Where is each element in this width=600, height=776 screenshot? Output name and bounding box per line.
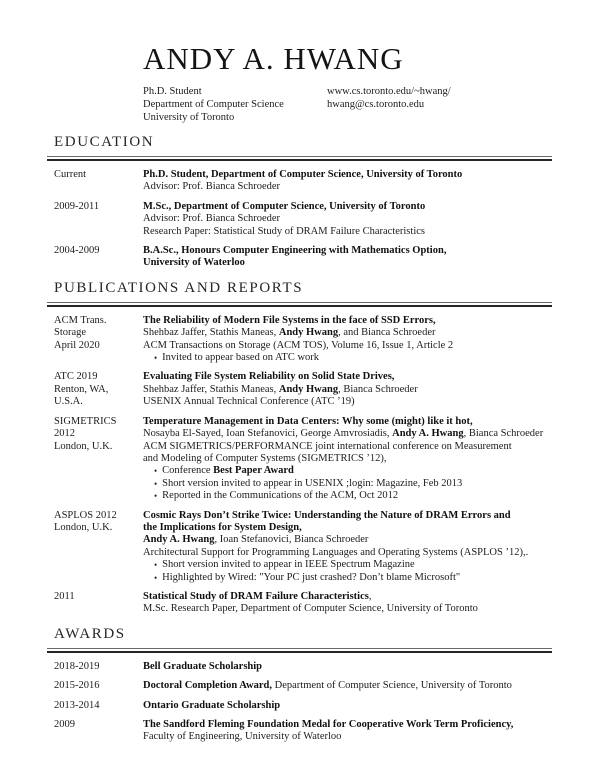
text-segment: Department of Computer Science, University of Toronto — [272, 680, 512, 692]
entry-bullet-line — [143, 465, 553, 477]
entry-line-text — [143, 327, 435, 338]
entry-date-line: 2009 — [54, 719, 75, 730]
sections-container — [0, 134, 600, 744]
bullet-icon: • — [154, 491, 158, 502]
text-segment: M.Sc., Department of Computer Science, University of Toronto — [143, 200, 426, 212]
entry-date-line: ATC 2019 — [54, 371, 98, 383]
entry-date-line: Renton, WA, — [54, 383, 109, 395]
entry-date-line: 2012 — [54, 428, 75, 440]
cv-entry — [54, 245, 600, 270]
text-segment: Andy A. Hwang — [392, 428, 464, 440]
entry-line-text — [143, 731, 341, 742]
entry-line — [143, 371, 553, 383]
entry-line-text — [143, 591, 371, 602]
text-segment: Short version invited to appear in IEEE Spectrum Magazine — [162, 559, 415, 571]
contact-department: Department of Computer Science — [143, 99, 284, 110]
entry-line — [143, 327, 553, 339]
entry-line — [143, 453, 553, 465]
entry-date-line: Current — [54, 169, 87, 180]
text-segment: Advisor: Prof. Bianca Schroeder — [143, 213, 281, 225]
email-address: hwang@cs.toronto.edu — [327, 99, 425, 110]
entry-line — [143, 257, 553, 269]
text-segment: Andy Hwang — [278, 327, 339, 339]
contact-university: University of Toronto — [143, 112, 235, 123]
entry-line-text — [143, 522, 302, 533]
entry-line-text — [143, 510, 511, 521]
entry-line — [143, 522, 553, 534]
entry-line-text — [143, 680, 512, 691]
entry-date-line: April 2020 — [54, 339, 100, 351]
entry-line-text — [143, 441, 512, 452]
section-rule — [47, 302, 552, 307]
text-segment: B.A.Sc., Honours Computer Engineering with Mathematics Option, — [143, 245, 447, 257]
cv-entry — [54, 416, 600, 503]
text-segment: The Sandford Fleming Foundation Medal for Cooperative Work Term Proficiency, — [143, 719, 514, 730]
entry-line-text — [143, 169, 462, 180]
entry-date — [54, 169, 143, 194]
entry-date — [54, 371, 143, 408]
entry-line-text — [143, 700, 280, 711]
entry-content — [143, 169, 553, 194]
entry-bullet-line — [143, 490, 553, 502]
text-segment: Ph.D. Student, Department of Computer Science, University of Toronto — [143, 169, 463, 180]
entry-date-line: 2004-2009 — [54, 245, 100, 257]
entry-bullet-line — [143, 559, 553, 571]
text-segment: Bell Graduate Scholarship — [143, 660, 263, 672]
text-segment: Shehbaz Jaffer, Stathis Maneas, — [143, 383, 279, 395]
entry-content — [143, 245, 553, 270]
entry-date-line: ASPLOS 2012 — [54, 509, 117, 521]
text-segment: , Bianca Schroeder — [338, 383, 418, 395]
entry-line — [143, 181, 553, 193]
entry-line-text — [143, 719, 513, 730]
cv-entry — [54, 719, 600, 744]
entry-line — [143, 201, 553, 213]
cv-entry — [54, 661, 600, 673]
entry-line-text — [143, 416, 473, 427]
section-entries — [54, 315, 600, 616]
section-entries — [54, 661, 600, 744]
entry-date-line: ACM Trans. — [54, 314, 107, 326]
bullet-icon: • — [154, 560, 158, 571]
entry-date — [54, 719, 143, 744]
entry-date-line: London, U.K. — [54, 521, 113, 533]
entry-line-text — [162, 559, 415, 571]
entry-date — [54, 416, 143, 503]
bullet-icon: • — [154, 572, 158, 583]
contact-right — [327, 85, 451, 111]
entry-line — [143, 340, 553, 352]
entry-date — [54, 680, 143, 692]
entry-line — [143, 661, 553, 673]
text-segment: , Bianca Schroeder — [463, 428, 544, 440]
entry-line-text — [143, 226, 425, 237]
entry-line-text — [143, 181, 280, 192]
text-segment: , Ioan Stefanovici, Bianca Schroeder — [214, 534, 369, 546]
text-segment: University of Waterloo — [143, 257, 245, 269]
text-segment: Statistical Study of DRAM Failure Characteristics — [143, 590, 369, 602]
entry-content — [143, 700, 553, 712]
entry-line-text — [143, 428, 543, 439]
bullet-icon: • — [154, 466, 158, 477]
entry-line — [143, 315, 553, 327]
entry-line-text — [162, 572, 460, 584]
entry-line — [143, 416, 553, 428]
entry-date-line: SIGMETRICS — [54, 415, 117, 427]
text-segment: , and Bianca Schroeder — [338, 327, 436, 339]
entry-line-text — [162, 465, 294, 477]
entry-line — [143, 428, 553, 440]
entry-line-text — [143, 534, 368, 545]
cv-entry — [54, 169, 600, 194]
entry-line-text — [143, 603, 478, 614]
entry-line — [143, 603, 553, 615]
text-segment: Ontario Graduate Scholarship — [143, 699, 281, 711]
section-rule — [47, 156, 552, 161]
text-segment: Doctoral Completion Award, — [143, 680, 272, 692]
entry-line-text — [143, 340, 453, 351]
text-segment: Andy Hwang — [278, 383, 339, 395]
entry-line-text — [143, 384, 418, 395]
section-title: EDUCATION — [54, 134, 155, 150]
entry-line-text — [143, 245, 446, 256]
text-segment: Advisor: Prof. Bianca Schroeder — [143, 181, 281, 193]
entry-content — [143, 315, 553, 365]
text-segment: Invited to appear based on ATC work — [162, 352, 320, 364]
entry-line-text — [143, 371, 394, 382]
entry-date-line: U.S.A. — [54, 396, 83, 408]
text-segment: Architectural Support for Programming Languages and Operating Systems (ASPLOS ’12),. — [143, 546, 529, 558]
entry-date — [54, 700, 143, 712]
bullet-icon: • — [154, 478, 158, 489]
section-awards — [0, 626, 600, 744]
entry-line — [143, 245, 553, 257]
entry-line — [143, 719, 553, 731]
contact-role: Ph.D. Student — [143, 86, 202, 97]
text-segment: ACM Transactions on Storage (ACM TOS), Volume 16, Issue 1, Article 2 — [143, 339, 454, 351]
text-segment: M.Sc. Research Paper, Department of Computer Science, University of Toronto — [143, 603, 478, 615]
entry-content — [143, 591, 553, 616]
entry-line-text — [143, 547, 528, 558]
entry-date — [54, 591, 143, 616]
entry-bullet-line — [143, 572, 553, 584]
entry-line — [143, 169, 553, 181]
entry-line-text — [162, 478, 462, 490]
cv-entry — [54, 315, 600, 365]
section-rule — [47, 648, 552, 653]
entry-date — [54, 245, 143, 270]
text-segment: Evaluating File System Reliability on Solid State Drives, — [143, 371, 395, 383]
entry-content — [143, 661, 553, 673]
entry-line-text — [162, 352, 319, 364]
text-segment: Conference — [162, 465, 214, 477]
entry-date-line: 2009-2011 — [54, 200, 100, 212]
entry-date-line: Storage — [54, 327, 87, 339]
section-education — [0, 134, 600, 270]
entry-date — [54, 661, 143, 673]
text-segment: Short version invited to appear in USENIX ;login: Magazine, Feb 2013 — [162, 477, 463, 489]
text-segment: the Implications for System Design, — [143, 521, 302, 533]
entry-line-text — [143, 257, 245, 268]
text-segment: The Reliability of Modern File Systems in the face of SSD Errors, — [143, 314, 436, 326]
section-entries — [54, 169, 600, 270]
entry-line — [143, 384, 553, 396]
text-segment: Cosmic Rays Don’t Strike Twice: Understanding the Nature of DRAM Errors and — [143, 509, 511, 521]
entry-line — [143, 510, 553, 522]
person-name: ANDY A. HWANG — [143, 41, 404, 76]
entry-bullet-line — [143, 478, 553, 490]
entry-content — [143, 201, 553, 238]
cv-entry — [54, 591, 600, 616]
entry-line — [143, 591, 553, 603]
text-segment: Nosayba El-Sayed, Ioan Stefanovici, George Amvrosiadis, — [143, 428, 393, 440]
entry-line — [143, 547, 553, 559]
text-segment: Research Paper: Statistical Study of DRAM Failure Characteristics — [143, 225, 425, 237]
entry-date-line: 2013-2014 — [54, 699, 100, 711]
cv-entry — [54, 371, 600, 408]
text-segment: ACM SIGMETRICS/PERFORMANCE joint international conference on Measurement — [143, 440, 512, 452]
entry-date — [54, 510, 143, 584]
text-segment: Faculty of Engineering, University of Waterloo — [143, 731, 342, 743]
entry-content — [143, 371, 553, 408]
entry-content — [143, 510, 553, 584]
entry-date-line: 2011 — [54, 590, 75, 602]
cv-entry — [54, 680, 600, 692]
cv-entry — [54, 700, 600, 712]
section-title: AWARDS — [54, 625, 126, 642]
entry-line — [143, 213, 553, 225]
entry-line — [143, 534, 553, 546]
entry-bullet-line — [143, 352, 553, 364]
entry-date — [54, 315, 143, 365]
contact-block — [0, 85, 600, 124]
website-url: www.cs.toronto.edu/~hwang/ — [327, 86, 451, 97]
entry-line-text — [143, 661, 262, 672]
entry-line — [143, 441, 553, 453]
text-segment: and Modeling of Computer Systems (SIGMETRICS ’12), — [143, 452, 387, 464]
entry-line-text — [143, 396, 355, 407]
entry-line — [143, 396, 553, 408]
text-segment: Shehbaz Jaffer, Stathis Maneas, — [143, 327, 279, 339]
text-segment: USENIX Annual Technical Conference (ATC ’19) — [143, 396, 355, 408]
entry-line — [143, 700, 553, 712]
cv-entry — [54, 510, 600, 584]
text-segment: Best Paper Award — [213, 465, 294, 477]
entry-line-text — [162, 490, 398, 502]
entry-line-text — [143, 315, 436, 326]
entry-line — [143, 226, 553, 238]
section-title: PUBLICATIONS AND REPORTS — [54, 279, 304, 296]
bullet-icon: • — [154, 353, 158, 364]
entry-content — [143, 719, 553, 744]
entry-date — [54, 201, 143, 238]
entry-date-line: 2018-2019 — [54, 660, 100, 672]
entry-line-text — [143, 201, 425, 212]
entry-line-text — [143, 453, 387, 464]
entry-date-line: 2015-2016 — [54, 680, 100, 692]
entry-line — [143, 731, 553, 743]
entry-line-text — [143, 213, 280, 224]
entry-line — [143, 680, 553, 692]
entry-content — [143, 416, 553, 503]
cv-entry — [54, 201, 600, 238]
text-segment: Temperature Management in Data Centers: Why some (might) like it hot, — [143, 415, 473, 427]
section-publications — [0, 280, 600, 616]
text-segment: Reported in the Communications of the ACM, Oct 2012 — [162, 490, 399, 502]
entry-content — [143, 680, 553, 692]
text-segment: Andy A. Hwang — [143, 534, 215, 546]
text-segment: , — [368, 590, 372, 602]
text-segment: Highlighted by Wired: "Your PC just crashed? Don’t blame Microsoft" — [162, 571, 461, 583]
entry-date-line: London, U.K. — [54, 440, 113, 452]
